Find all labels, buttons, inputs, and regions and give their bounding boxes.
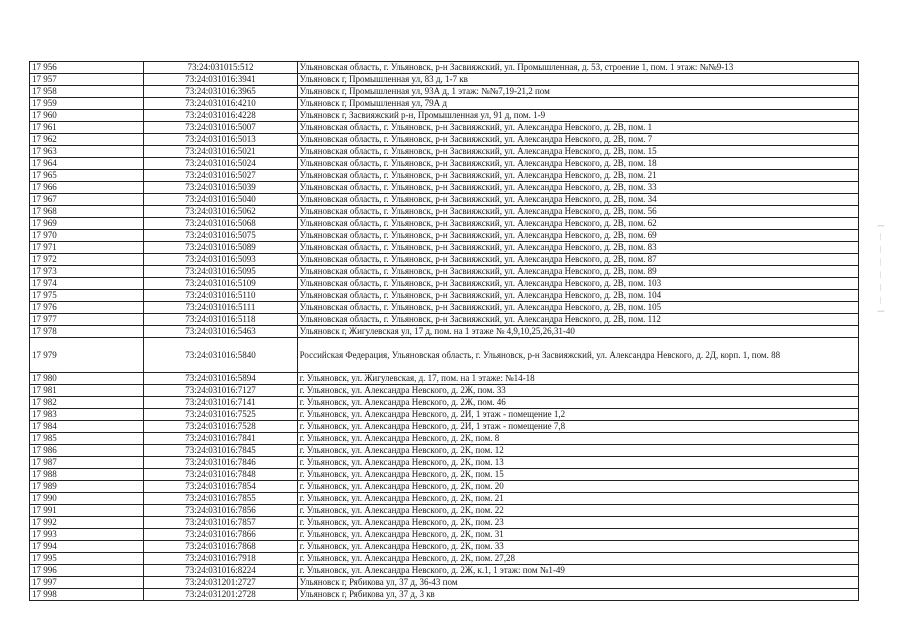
row-number-cell: 17 972 [30, 254, 144, 266]
cadastral-number-cell: 73:24:031016:7845 [144, 445, 297, 457]
row-number-cell: 17 961 [30, 122, 144, 134]
table-row [30, 98, 859, 110]
row-number-cell: 17 986 [30, 445, 144, 457]
table-row [30, 553, 859, 565]
table-row [30, 74, 859, 86]
table-row [30, 469, 859, 481]
table-row [30, 254, 859, 266]
cadastral-number-cell: 73:24:031016:5027 [144, 170, 297, 182]
cadastral-number-cell: 73:24:031016:3965 [144, 86, 297, 98]
address-cell: Ульяновская область, г. Ульяновск, р-н Засвияжский, ул. Александра Невского, д. 2В, пом. 89 [297, 266, 858, 278]
address-cell: Ульяновск г, Жигулевская ул, 17 д, пом. на 1 этаже № 4,9,10,25,26,31-40 [297, 326, 858, 338]
table-row [30, 122, 859, 134]
row-number-cell: 17 962 [30, 134, 144, 146]
table-row [30, 314, 859, 326]
cadastral-number-cell: 73:24:031016:7127 [144, 385, 297, 397]
row-number-cell: 17 974 [30, 278, 144, 290]
cadastral-number-cell: 73:24:031016:5840 [144, 338, 297, 373]
row-number-cell: 17 957 [30, 74, 144, 86]
address-cell: г. Ульяновск, ул. Александра Невского, д. 2К, пом. 8 [297, 433, 858, 445]
address-cell: Российская Федерация, Ульяновская область, г. Ульяновск, р-н Засвияжский, ул. Александра Невского, д. 2Д, корп. 1, пом. 88 [297, 338, 858, 373]
row-number-cell: 17 994 [30, 541, 144, 553]
row-number-cell: 17 996 [30, 565, 144, 577]
cadastral-number-cell: 73:24:031016:8224 [144, 565, 297, 577]
address-cell: г. Ульяновск, ул. Александра Невского, д. 2К, пом. 15 [297, 469, 858, 481]
registry-table-container [29, 61, 859, 601]
row-number-cell: 17 969 [30, 218, 144, 230]
registry-table-body [30, 62, 859, 601]
address-cell: Ульяновск г, Промышленная ул, 93А д, 1 этаж: №№7,19-21,2 пом [297, 86, 858, 98]
row-number-cell: 17 964 [30, 158, 144, 170]
cadastral-number-cell: 73:24:031016:5111 [144, 302, 297, 314]
address-cell: Ульяновская область, г. Ульяновск, р-н Засвияжский, ул. Александра Невского, д. 2В, пом. 112 [297, 314, 858, 326]
row-number-cell: 17 988 [30, 469, 144, 481]
address-cell: г. Ульяновск, ул. Александра Невского, д. 2К, пом. 20 [297, 481, 858, 493]
row-number-cell: 17 966 [30, 182, 144, 194]
address-cell: Ульяновская область, г. Ульяновск, р-н Засвияжский, ул. Александра Невского, д. 2В, пом. 34 [297, 194, 858, 206]
address-cell: г. Ульяновск, ул. Александра Невского, д. 2Ж, пом. 46 [297, 397, 858, 409]
table-row [30, 278, 859, 290]
row-number-cell: 17 963 [30, 146, 144, 158]
address-cell: Ульяновская область, г. Ульяновск, р-н Засвияжский, ул. Александра Невского, д. 2В, пом. 69 [297, 230, 858, 242]
row-number-cell: 17 965 [30, 170, 144, 182]
cadastral-number-cell: 73:24:031016:5040 [144, 194, 297, 206]
table-row [30, 385, 859, 397]
cadastral-number-cell: 73:24:031016:5039 [144, 182, 297, 194]
table-row [30, 421, 859, 433]
cadastral-number-cell: 73:24:031016:5007 [144, 122, 297, 134]
row-number-cell: 17 978 [30, 326, 144, 338]
row-number-cell: 17 956 [30, 62, 144, 74]
address-cell: г. Ульяновск, ул. Александра Невского, д. 2К, пом. 12 [297, 445, 858, 457]
cadastral-number-cell: 73:24:031016:7846 [144, 457, 297, 469]
address-cell: Ульяновск г, Засвияжский р-н, Промышленная ул, 91 д, пом. 1-9 [297, 110, 858, 122]
cadastral-number-cell: 73:24:031016:7528 [144, 421, 297, 433]
table-row [30, 457, 859, 469]
table-row [30, 194, 859, 206]
address-cell: Ульяновская область, г. Ульяновск, р-н Засвияжский, ул. Александра Невского, д. 2В, пом. 15 [297, 146, 858, 158]
cadastral-number-cell: 73:24:031016:5110 [144, 290, 297, 302]
row-number-cell: 17 992 [30, 517, 144, 529]
row-number-cell: 17 977 [30, 314, 144, 326]
table-row [30, 493, 859, 505]
address-cell: Ульяновская область, г. Ульяновск, р-н Засвияжский, ул. Александра Невского, д. 2В, пом. 33 [297, 182, 858, 194]
row-number-cell: 17 968 [30, 206, 144, 218]
cadastral-number-cell: 73:24:031016:4210 [144, 98, 297, 110]
cadastral-number-cell: 73:24:031016:7525 [144, 409, 297, 421]
address-cell: г. Ульяновск, ул. Александра Невского, д. 2Ж, к.1, 1 этаж: пом №1-49 [297, 565, 858, 577]
cadastral-number-cell: 73:24:031016:3941 [144, 74, 297, 86]
table-row [30, 218, 859, 230]
row-number-cell: 17 959 [30, 98, 144, 110]
cadastral-number-cell: 73:24:031016:7141 [144, 397, 297, 409]
cadastral-number-cell: 73:24:031016:5013 [144, 134, 297, 146]
cadastral-number-cell: 73:24:031016:5024 [144, 158, 297, 170]
row-number-cell: 17 981 [30, 385, 144, 397]
table-row [30, 529, 859, 541]
cadastral-number-cell: 73:24:031016:7841 [144, 433, 297, 445]
address-cell: Ульяновская область, г. Ульяновск, р-н Засвияжский, ул. Александра Невского, д. 2В, пом. 21 [297, 170, 858, 182]
table-row [30, 409, 859, 421]
table-row [30, 481, 859, 493]
row-number-cell: 17 985 [30, 433, 144, 445]
row-number-cell: 17 989 [30, 481, 144, 493]
address-cell: г. Ульяновск, ул. Александра Невского, д. 2К, пом. 31 [297, 529, 858, 541]
row-number-cell: 17 975 [30, 290, 144, 302]
cadastral-number-cell: 73:24:031201:2727 [144, 577, 297, 589]
cadastral-number-cell: 73:24:031016:5062 [144, 206, 297, 218]
table-row [30, 266, 859, 278]
table-row [30, 517, 859, 529]
row-number-cell: 17 979 [30, 338, 144, 373]
cadastral-number-cell: 73:24:031016:5075 [144, 230, 297, 242]
cadastral-number-cell: 73:24:031016:7854 [144, 481, 297, 493]
cadastral-number-cell: 73:24:031016:5068 [144, 218, 297, 230]
cadastral-number-cell: 73:24:031016:7857 [144, 517, 297, 529]
table-row [30, 326, 859, 338]
table-row [30, 230, 859, 242]
row-number-cell: 17 997 [30, 577, 144, 589]
cadastral-number-cell: 73:24:031016:7848 [144, 469, 297, 481]
cadastral-number-cell: 73:24:031016:5095 [144, 266, 297, 278]
cadastral-number-cell: 73:24:031201:2728 [144, 589, 297, 601]
table-row [30, 134, 859, 146]
address-cell: Ульяновская область, г. Ульяновск, р-н Засвияжский, ул. Александра Невского, д. 2В, пом. 83 [297, 242, 858, 254]
table-row [30, 158, 859, 170]
cadastral-number-cell: 73:24:031016:4228 [144, 110, 297, 122]
row-number-cell: 17 993 [30, 529, 144, 541]
row-number-cell: 17 995 [30, 553, 144, 565]
cadastral-number-cell: 73:24:031016:5021 [144, 146, 297, 158]
cadastral-number-cell: 73:24:031016:5093 [144, 254, 297, 266]
address-cell: Ульяновск г, Рябикова ул, 37 д, 3 кв [297, 589, 858, 601]
table-row [30, 541, 859, 553]
row-number-cell: 17 973 [30, 266, 144, 278]
cadastral-number-cell: 73:24:031016:5109 [144, 278, 297, 290]
cadastral-number-cell: 73:24:031016:5118 [144, 314, 297, 326]
row-number-cell: 17 998 [30, 589, 144, 601]
cadastral-number-cell: 73:24:031016:7868 [144, 541, 297, 553]
row-number-cell: 17 960 [30, 110, 144, 122]
table-row [30, 182, 859, 194]
address-cell: Ульяновская область, г. Ульяновск, р-н Засвияжский, ул. Александра Невского, д. 2В, пом. 7 [297, 134, 858, 146]
address-cell: г. Ульяновск, ул. Александра Невского, д. 2Ж, пом. 33 [297, 385, 858, 397]
address-cell: г. Ульяновск, ул. Александра Невского, д. 2К, пом. 22 [297, 505, 858, 517]
cadastral-number-cell: 73:24:031016:5463 [144, 326, 297, 338]
table-row [30, 373, 859, 385]
address-cell: Ульяновская область, г. Ульяновск, р-н Засвияжский, ул. Александра Невского, д. 2В, пом. 18 [297, 158, 858, 170]
address-cell: г. Ульяновск, ул. Жигулевская, д. 17, пом. на 1 этаже: №14-18 [297, 373, 858, 385]
address-cell: Ульяновск г, Промышленная ул, 83 д, 1-7 кв [297, 74, 858, 86]
cadastral-number-cell: 73:24:031015:512 [144, 62, 297, 74]
address-cell: Ульяновская область, г. Ульяновск, р-н Засвияжский, ул. Александра Невского, д. 2В, пом. 103 [297, 278, 858, 290]
registry-table [29, 61, 859, 601]
cadastral-number-cell: 73:24:031016:5089 [144, 242, 297, 254]
table-row [30, 589, 859, 601]
row-number-cell: 17 984 [30, 421, 144, 433]
row-number-cell: 17 991 [30, 505, 144, 517]
address-cell: г. Ульяновск, ул. Александра Невского, д. 2И, 1 этаж - помещение 1,2 [297, 409, 858, 421]
table-row [30, 110, 859, 122]
address-cell: Ульяновск г, Промышленная ул, 79А д [297, 98, 858, 110]
cadastral-number-cell: 73:24:031016:7855 [144, 493, 297, 505]
table-row [30, 302, 859, 314]
cadastral-number-cell: 73:24:031016:7866 [144, 529, 297, 541]
row-number-cell: 17 976 [30, 302, 144, 314]
table-row [30, 565, 859, 577]
table-row [30, 290, 859, 302]
row-number-cell: 17 958 [30, 86, 144, 98]
table-row [30, 577, 859, 589]
table-row [30, 242, 859, 254]
address-cell: г. Ульяновск, ул. Александра Невского, д. 2К, пом. 21 [297, 493, 858, 505]
row-number-cell: 17 971 [30, 242, 144, 254]
table-row [30, 86, 859, 98]
cadastral-number-cell: 73:24:031016:5894 [144, 373, 297, 385]
address-cell: г. Ульяновск, ул. Александра Невского, д. 2И, 1 этаж - помещение 7,8 [297, 421, 858, 433]
table-row [30, 505, 859, 517]
address-cell: г. Ульяновск, ул. Александра Невского, д. 2К, пом. 33 [297, 541, 858, 553]
cadastral-number-cell: 73:24:031016:7918 [144, 553, 297, 565]
table-row [30, 62, 859, 74]
address-cell: г. Ульяновск, ул. Александра Невского, д. 2К, пом. 13 [297, 457, 858, 469]
table-row [30, 445, 859, 457]
row-number-cell: 17 980 [30, 373, 144, 385]
cadastral-number-cell: 73:24:031016:7856 [144, 505, 297, 517]
address-cell: Ульяновская область, г. Ульяновск, р-н Засвияжский, ул. Александра Невского, д. 2В, пом. 104 [297, 290, 858, 302]
address-cell: Ульяновская область, г. Ульяновск, р-н Засвияжский, ул. Александра Невского, д. 2В, пом. 1 [297, 122, 858, 134]
address-cell: г. Ульяновск, ул. Александра Невского, д. 2К, пом. 27,28 [297, 553, 858, 565]
row-number-cell: 17 987 [30, 457, 144, 469]
address-cell: Ульяновская область, г. Ульяновск, р-н Засвияжский, ул. Промышленная, д. 53, строение 1, пом. 1 этаж: №№9-13 [297, 62, 858, 74]
address-cell: Ульяновская область, г. Ульяновск, р-н Засвияжский, ул. Александра Невского, д. 2В, пом. 105 [297, 302, 858, 314]
row-number-cell: 17 970 [30, 230, 144, 242]
address-cell: Ульяновск г, Рябикова ул, 37 д, 36-43 пом [297, 577, 858, 589]
address-cell: Ульяновская область, г. Ульяновск, р-н Засвияжский, ул. Александра Невского, д. 2В, пом. 87 [297, 254, 858, 266]
margin-stamp: [ — — — — — — ] [877, 225, 885, 314]
table-row [30, 338, 859, 373]
table-row [30, 146, 859, 158]
row-number-cell: 17 983 [30, 409, 144, 421]
row-number-cell: 17 982 [30, 397, 144, 409]
table-row [30, 433, 859, 445]
row-number-cell: 17 967 [30, 194, 144, 206]
row-number-cell: 17 990 [30, 493, 144, 505]
address-cell: г. Ульяновск, ул. Александра Невского, д. 2К, пом. 23 [297, 517, 858, 529]
table-row [30, 170, 859, 182]
address-cell: Ульяновская область, г. Ульяновск, р-н Засвияжский, ул. Александра Невского, д. 2В, пом. 62 [297, 218, 858, 230]
table-row [30, 206, 859, 218]
address-cell: Ульяновская область, г. Ульяновск, р-н Засвияжский, ул. Александра Невского, д. 2В, пом. 56 [297, 206, 858, 218]
table-row [30, 397, 859, 409]
